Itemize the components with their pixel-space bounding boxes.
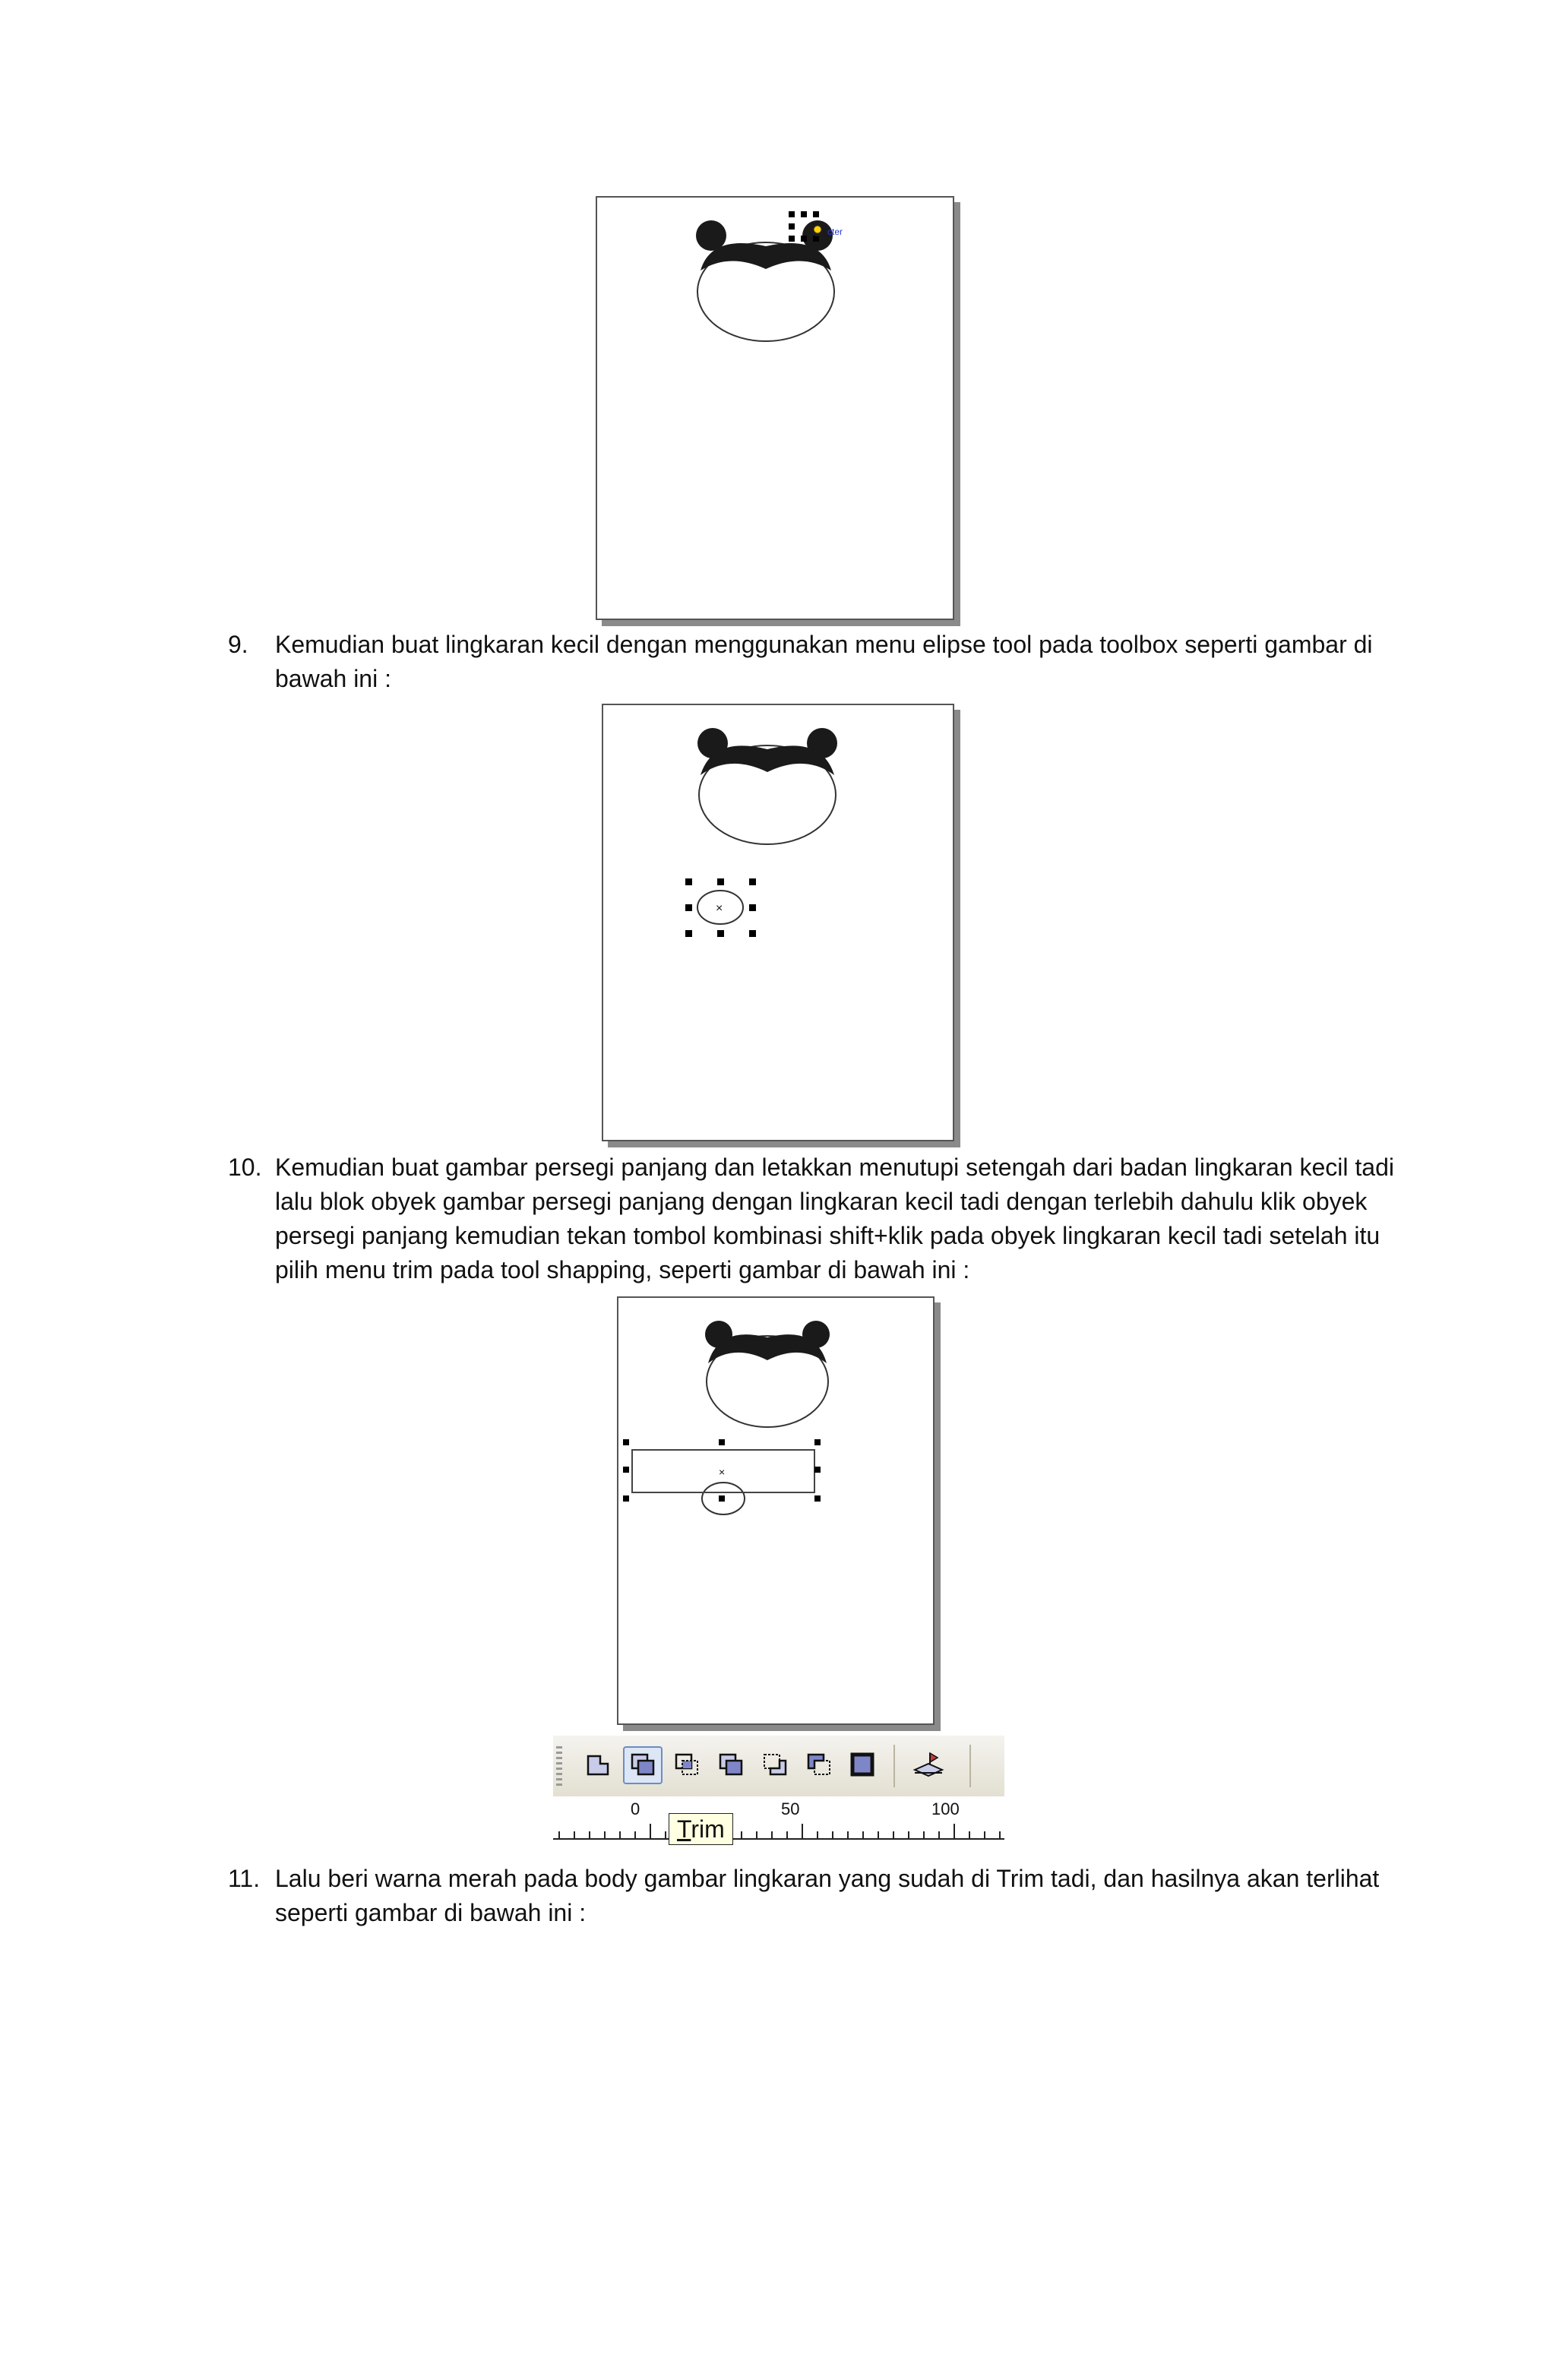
toolbar-separator <box>893 1745 895 1787</box>
ruler-label-100: 100 <box>931 1799 960 1818</box>
trim-button[interactable] <box>623 1746 663 1784</box>
step-text: Kemudian buat gambar persegi panjang dan letakkan menutupi setengah dari badan lingkaran kecil tadi lalu blok obyek gambar persegi panjang dengan lingkaran kecil tadi dengan terlebih dahulu klik obyek persegi panjang kemudian tekan tombol kombinasi shift+klik pada obyek lingkaran kecil tadi setelah itu pilih menu trim pada tool shapping, seperti gambar di bawah ini : <box>275 1154 1394 1283</box>
figure-1-page <box>596 196 954 620</box>
horizontal-ruler[interactable] <box>553 1796 1004 1842</box>
simplify-button[interactable] <box>711 1746 751 1784</box>
intersect-button[interactable] <box>667 1746 707 1784</box>
figure-2-page <box>602 704 954 1141</box>
front-minus-back-icon <box>760 1750 790 1780</box>
back-minus-front-icon <box>804 1750 834 1780</box>
weld-button[interactable] <box>579 1746 618 1784</box>
cursor-icon <box>814 226 821 233</box>
right-ear <box>802 1321 830 1348</box>
left-ear <box>705 1321 732 1348</box>
step-number: 10. <box>228 1154 262 1181</box>
create-boundary-button[interactable] <box>843 1746 883 1784</box>
intersect-icon <box>672 1750 702 1780</box>
ruler-label-50: 50 <box>781 1799 800 1818</box>
figure-1-drawing <box>597 198 953 619</box>
right-ear <box>807 728 837 758</box>
front-minus-back-button[interactable] <box>755 1746 795 1784</box>
figure-3-page <box>617 1296 935 1725</box>
shaping-toolbar <box>553 1736 1004 1842</box>
trim-tooltip <box>669 1813 733 1845</box>
step-number: 9. <box>228 631 248 658</box>
center-mark: × <box>719 1466 726 1478</box>
step-text: Lalu beri warna merah pada body gambar lingkaran yang sudah di Trim tadi, dan hasilnya akan terlihat seperti gambar di bawah ini : <box>275 1865 1380 1926</box>
trim-icon <box>628 1750 658 1780</box>
tooltip-text: rim <box>691 1815 725 1843</box>
back-minus-front-button[interactable] <box>799 1746 839 1784</box>
toolbar-grip[interactable] <box>556 1746 562 1786</box>
ruler-label-0: 0 <box>631 1799 640 1818</box>
center-mark: × <box>716 902 723 915</box>
tooltip-accelerator: T <box>677 1815 691 1843</box>
figure-2-drawing <box>603 705 953 1140</box>
toolbar-separator <box>969 1745 971 1787</box>
weld-icon <box>584 1750 614 1780</box>
shaping-docker-button[interactable] <box>909 1746 948 1784</box>
left-ear <box>697 728 728 758</box>
left-ear <box>696 220 726 251</box>
figure-3-drawing <box>618 1298 933 1723</box>
step-number: 11. <box>228 1865 261 1892</box>
step-text: Kemudian buat lingkaran kecil dengan menggunakan menu elipse tool pada toolbox seperti gambar di bawah ini : <box>275 631 1373 692</box>
shaping-docker-icon <box>912 1750 945 1780</box>
toolbar-bar <box>553 1736 1004 1797</box>
simplify-icon <box>716 1750 746 1780</box>
create-boundary-icon <box>848 1750 878 1780</box>
cursor-label: cter <box>827 226 843 237</box>
